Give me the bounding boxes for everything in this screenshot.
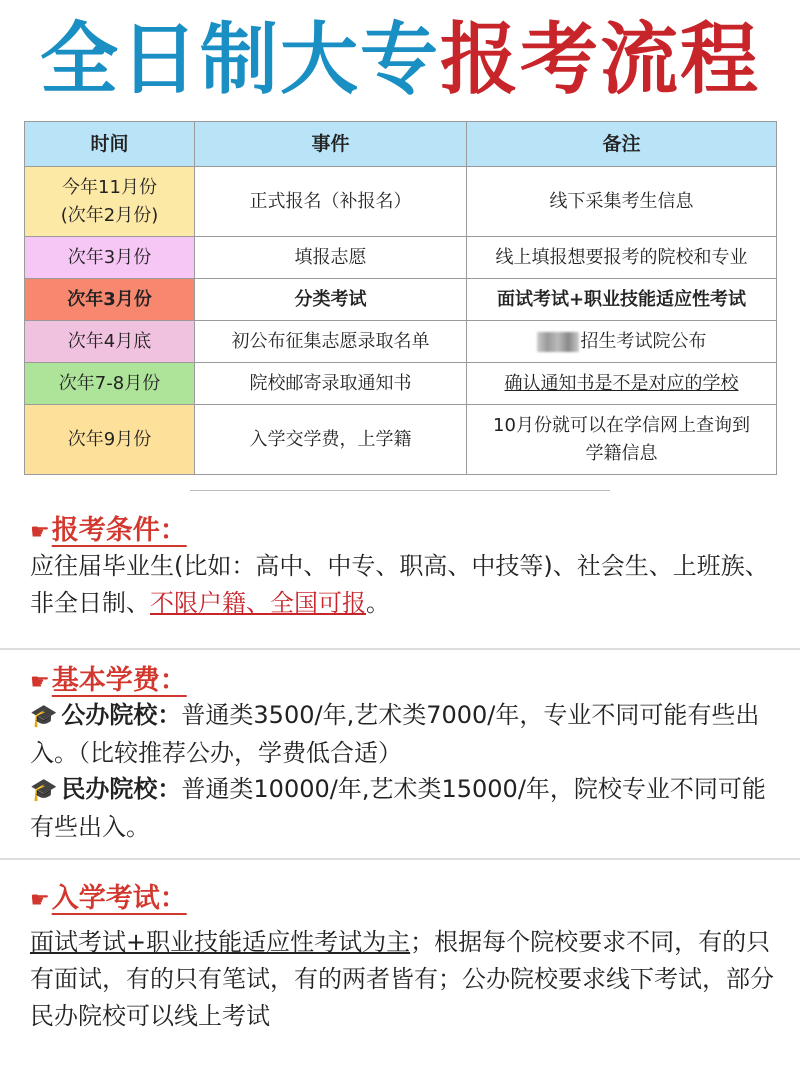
private-text: 普通类10000/年,艺术类15000/年，院校专业不同可能有些出入。: [30, 775, 766, 841]
table-row: [25, 279, 777, 321]
row-event: 正式报名（补报名）: [195, 167, 467, 237]
private-label: 民办院校：: [61, 775, 182, 803]
table-row: [25, 363, 777, 405]
title-part2: 报考流程: [440, 15, 761, 105]
divider: [190, 490, 610, 491]
section-divider: [0, 858, 800, 860]
graduation-cap-icon: 🎓: [30, 704, 58, 729]
row-event: 入学交学费，上学籍: [195, 405, 467, 475]
pointing-hand-icon: ☛: [30, 670, 50, 695]
fees-public: [30, 697, 775, 772]
fees-heading: [30, 658, 187, 697]
table-row: [25, 167, 777, 237]
row-time: 次年4月底: [25, 321, 195, 363]
row-time: 次年3月份: [25, 279, 195, 321]
row-note: 确认通知书是不是对应的学校: [467, 363, 777, 405]
public-text: 普通类3500/年,艺术类7000/年，专业不同可能有些出入。（比较推荐公办，学费低合适）: [30, 701, 760, 767]
graduation-cap-icon: 🎓: [30, 778, 58, 803]
row-time-cell: [25, 167, 195, 237]
row-note: 10月份就可以在学信网上查询到: [493, 414, 750, 436]
conditions-highlight: 不限户籍、全国可报: [150, 589, 366, 617]
pointing-hand-icon: ☛: [30, 520, 50, 545]
page-title: [0, 10, 800, 110]
redacted-blur: [537, 332, 579, 352]
table-row: [25, 237, 777, 279]
row-time-alt: (次年2月份): [60, 204, 159, 226]
row-note: 线上填报想要报考的院校和专业: [467, 237, 777, 279]
row-time: 次年3月份: [25, 237, 195, 279]
row-note-cell: [467, 405, 777, 475]
title-part1: 全日制大专: [39, 15, 440, 105]
row-time: 次年9月份: [25, 405, 195, 475]
row-time: 今年11月份: [62, 176, 157, 198]
header-time: 时间: [25, 122, 195, 167]
row-note: 招生考试院公布: [580, 330, 707, 352]
conditions-end: 。: [366, 589, 390, 617]
table-row: [25, 321, 777, 363]
conditions-text: [30, 548, 775, 622]
conditions-body: 应往届毕业生(比如：高中、中专、职高、中技等)、社会生、上班族、非全日制、: [30, 552, 769, 617]
row-time: 次年7-8月份: [25, 363, 195, 405]
conditions-heading-text: 报考条件：: [51, 515, 187, 546]
process-table: [24, 121, 777, 475]
public-label: 公办院校：: [61, 701, 182, 729]
exam-body: ；根据每个院校要求不同，有的只有面试，有的只有笔试，有的两者皆有；公办院校要求线下考试，部分民办院校可以线上考试: [30, 928, 774, 1030]
section-divider: [0, 648, 800, 650]
row-event: 填报志愿: [195, 237, 467, 279]
exam-heading-text: 入学考试：: [51, 883, 187, 914]
table-header-row: [25, 122, 777, 167]
row-note-cont: 学籍信息: [585, 442, 658, 464]
header-note: 备注: [467, 122, 777, 167]
row-note: 面试考试+职业技能适应性考试: [467, 279, 777, 321]
header-event: 事件: [195, 122, 467, 167]
pointing-hand-icon: ☛: [30, 888, 50, 913]
exam-underlined: 面试考试+职业技能适应性考试为主: [30, 928, 411, 956]
row-note-cell: [467, 321, 777, 363]
exam-text: [30, 924, 775, 1035]
fees-heading-text: 基本学费：: [51, 665, 187, 696]
row-note: 线下采集考生信息: [467, 167, 777, 237]
conditions-heading: [30, 508, 187, 547]
fees-private: [30, 771, 775, 846]
row-event: 院校邮寄录取通知书: [195, 363, 467, 405]
row-event: 初公布征集志愿录取名单: [195, 321, 467, 363]
row-event: 分类考试: [195, 279, 467, 321]
exam-heading: [30, 876, 187, 915]
table-row: [25, 405, 777, 475]
